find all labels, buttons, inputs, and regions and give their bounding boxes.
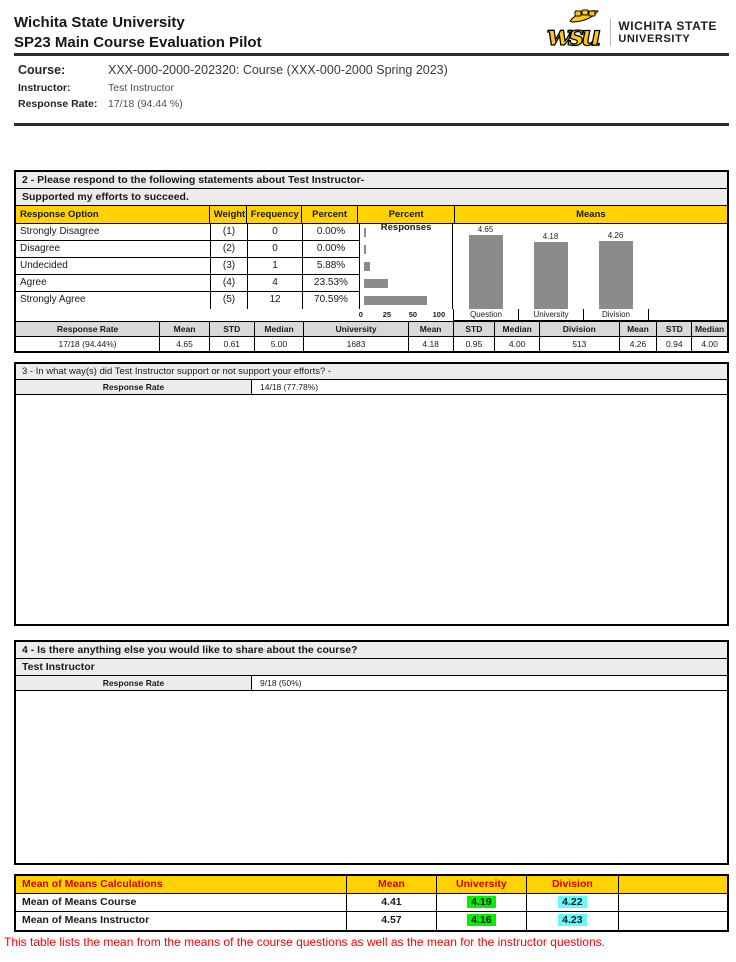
- vbar-university: [534, 242, 568, 309]
- row-frequency: 0: [248, 241, 303, 257]
- table-row: [16, 292, 360, 309]
- vbar-division: [599, 241, 633, 309]
- stats-value: 4.00: [701, 339, 718, 349]
- row-option: Disagree: [16, 241, 211, 257]
- stats-value: 513: [540, 337, 620, 351]
- table-footnote: This table lists the mean from the means of the course questions as well as the mean for the instructor questions.: [4, 935, 605, 949]
- table-row: [16, 275, 360, 292]
- hbar-undecided: [364, 262, 370, 271]
- mom-row-label: Mean of Means Instructor: [16, 912, 347, 930]
- q2-response-rows: [16, 224, 360, 309]
- row-percent: 0.00%: [303, 241, 360, 257]
- table-row: [16, 894, 727, 912]
- q3-response-rate-label: Response Rate: [16, 380, 252, 394]
- table-row: [16, 258, 360, 275]
- axis-tick: 25: [382, 310, 392, 319]
- stats-value: 4.26: [620, 337, 658, 351]
- wsu-wordmark: [610, 19, 717, 46]
- question4-box: [14, 640, 729, 865]
- mom-header-row: [16, 876, 727, 894]
- row-weight: (4): [211, 275, 248, 291]
- mom-row-division: [527, 912, 618, 930]
- response-rate-value: 17/18 (94.44 %): [108, 98, 183, 110]
- row-percent: 23.53%: [303, 275, 360, 291]
- q3-title: 3 - In what way(s) did Test Instructor support or not support your efforts? -: [16, 364, 727, 380]
- col-header-response-option: Response Option: [16, 206, 210, 223]
- question2-table: [14, 170, 729, 353]
- col-header-percent-responses: Percent Responses: [358, 206, 454, 223]
- mom-header-division: Division: [527, 876, 618, 893]
- q2-stats-table: [16, 322, 727, 351]
- svg-text:wsu: wsu: [547, 19, 599, 51]
- table-row: [16, 912, 727, 930]
- means-label-question: Question: [453, 309, 518, 321]
- q4-response-rate-label: Response Rate: [16, 676, 252, 690]
- percent-axis: [357, 309, 453, 321]
- stats-header: STD: [454, 322, 496, 336]
- stats-header: Division: [540, 322, 620, 336]
- means-bar-value-division: 4.26: [607, 231, 624, 240]
- mom-row-mean: 4.57: [347, 912, 437, 930]
- row-weight: (2): [211, 241, 248, 257]
- mom-row-university: [437, 912, 527, 930]
- stats-header: Median: [255, 322, 305, 336]
- vbar-question: [469, 235, 503, 309]
- course-value: XXX-000-2000-202320: Course (XXX-000-2000 Spring 2023): [108, 63, 448, 77]
- wordmark-line2: UNIVERSITY: [618, 33, 691, 45]
- q2-title: 2 - Please respond to the following statements about Test Instructor-: [16, 172, 727, 189]
- stats-header: Response Rate: [16, 322, 160, 336]
- stats-value: 0.94: [657, 337, 692, 351]
- stats-value: 0.61: [210, 337, 255, 351]
- means-label-university: University: [518, 309, 583, 321]
- q3-response-rate-value: 14/18 (77.78%): [260, 382, 319, 392]
- means-bar-value-question: 4.65: [477, 225, 494, 234]
- table-row: [16, 241, 360, 258]
- wordmark-line1: WICHITA STATE: [618, 19, 717, 33]
- report-header: [14, 0, 729, 53]
- row-option: Strongly Disagree: [16, 224, 211, 240]
- course-label: Course:: [18, 63, 66, 77]
- means-bar-value-university: 4.18: [542, 232, 559, 241]
- row-frequency: 1: [248, 258, 303, 274]
- instructor-label: Instructor:: [18, 82, 71, 94]
- means-label-division: Division: [583, 309, 648, 321]
- wsu-logo: [546, 9, 717, 56]
- hbar-disagree: [364, 245, 366, 254]
- q4-response-rate-value: 9/18 (50%): [260, 678, 302, 688]
- stats-header: Mean: [160, 322, 210, 336]
- question3-box: [14, 362, 729, 626]
- axis-tick: 0: [358, 310, 363, 319]
- hbar-strongly-agree: [364, 296, 427, 305]
- q4-comments-area: [16, 691, 727, 863]
- stats-header: University: [304, 322, 408, 336]
- row-frequency: 0: [248, 224, 303, 240]
- row-frequency: 12: [248, 292, 303, 309]
- mom-row-division: [527, 894, 618, 911]
- q4-title: 4 - Is there anything else you would like to share about the course?: [16, 642, 727, 659]
- highlighted-value: 4.16: [467, 914, 495, 926]
- instructor-value: Test Instructor: [108, 82, 174, 94]
- stats-header: Median: [495, 322, 540, 336]
- stats-value: 4.65: [160, 337, 210, 351]
- row-frequency: 4: [248, 275, 303, 291]
- mom-row-label: Mean of Means Course: [16, 894, 347, 911]
- mom-header-mean: Mean: [347, 876, 437, 893]
- q2-subtitle: Supported my efforts to succeed.: [16, 189, 727, 206]
- stats-value: 1683: [304, 337, 408, 351]
- stats-value: 0.95: [454, 337, 496, 351]
- col-header-weight: Weight: [210, 206, 247, 223]
- col-header-percent: Percent: [302, 206, 359, 223]
- stats-value-row: [16, 337, 727, 351]
- wsu-emblem-icon: [546, 9, 604, 56]
- col-header-means: Means: [576, 209, 606, 220]
- report-title: SP23 Main Course Evaluation Pilot: [14, 34, 262, 51]
- table-row: [16, 224, 360, 241]
- hbar-strongly-disagree: [364, 228, 366, 237]
- stats-header: Median: [694, 324, 725, 334]
- q3-comments-area: [16, 395, 727, 624]
- axis-tick: 50: [408, 310, 418, 319]
- stats-header: Mean: [620, 322, 658, 336]
- response-rate-label: Response Rate:: [18, 98, 98, 110]
- divider-rule-bottom: [14, 123, 729, 126]
- hbar-agree: [364, 279, 388, 288]
- org-title: Wichita State University: [14, 14, 185, 31]
- mean-of-means-table: [14, 874, 729, 932]
- row-percent: 70.59%: [303, 292, 360, 309]
- stats-header: Mean: [409, 322, 454, 336]
- col-header-frequency: Frequency: [247, 206, 302, 223]
- stats-header: STD: [657, 322, 692, 336]
- mom-header-label: Mean of Means Calculations: [16, 876, 347, 893]
- row-option: Strongly Agree: [16, 292, 211, 309]
- row-percent: 5.88%: [303, 258, 360, 274]
- stats-value: 17/18 (94.44%): [16, 337, 160, 351]
- row-option: Agree: [16, 275, 211, 291]
- row-option: Undecided: [16, 258, 211, 274]
- means-axis-labels: [453, 309, 727, 321]
- row-weight: (5): [211, 292, 248, 309]
- percent-responses-chart: [360, 224, 453, 309]
- stats-header: STD: [210, 322, 255, 336]
- row-percent: 0.00%: [303, 224, 360, 240]
- row-weight: (3): [211, 258, 248, 274]
- mom-header-university: University: [437, 876, 527, 893]
- q4-instructor: Test Instructor: [16, 659, 727, 676]
- stats-header-row: [16, 322, 727, 337]
- means-label-empty: [648, 309, 727, 321]
- row-weight: (1): [211, 224, 248, 240]
- highlighted-value: 4.19: [467, 896, 495, 908]
- means-chart: [453, 224, 727, 309]
- axis-tick: 100: [432, 310, 446, 319]
- mom-row-university: [437, 894, 527, 911]
- stats-value: 4.00: [495, 337, 540, 351]
- mom-row-mean: 4.41: [347, 894, 437, 911]
- stats-value: 4.18: [409, 337, 454, 351]
- highlighted-value: 4.22: [558, 896, 586, 908]
- course-info: [14, 56, 729, 123]
- stats-value: 5.00: [255, 337, 305, 351]
- highlighted-value: 4.23: [558, 914, 586, 926]
